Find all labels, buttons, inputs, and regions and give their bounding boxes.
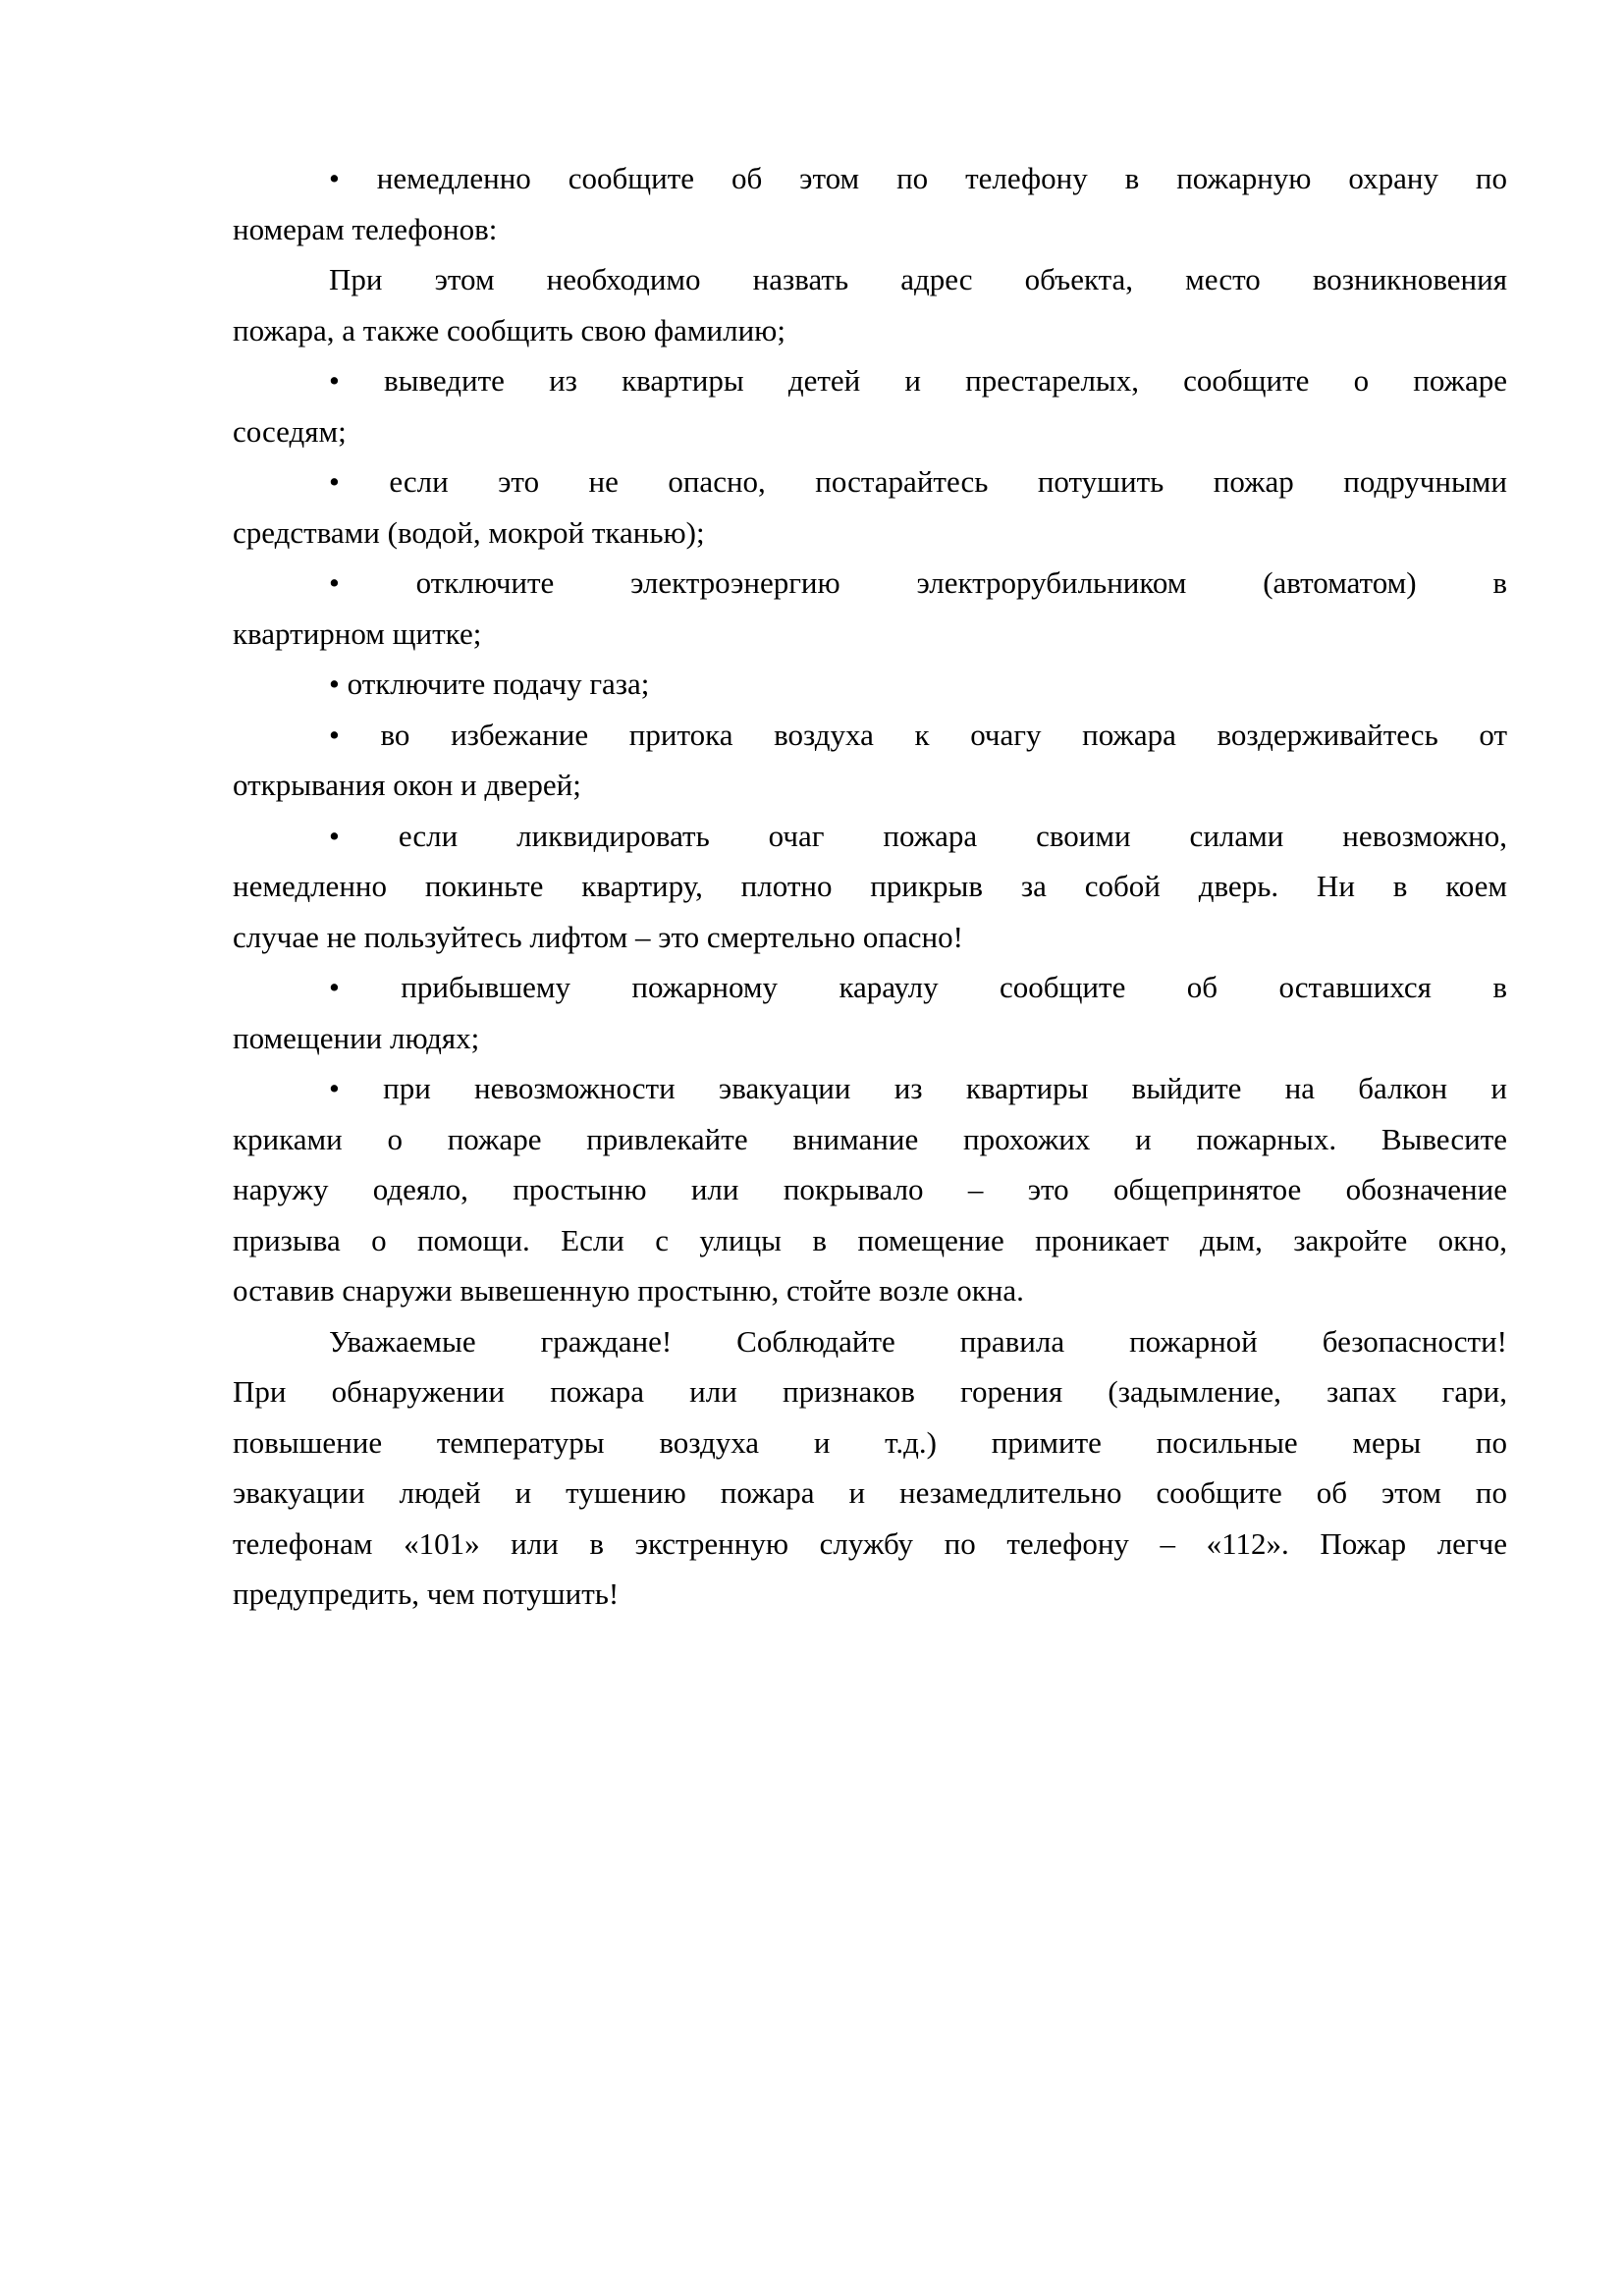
text-line: При обнаружении пожара или признаков горения (задымление, запах гари, [233, 1374, 1507, 1409]
paragraph [233, 558, 1507, 659]
text-line: помещении людях; [233, 1020, 480, 1055]
text-line: • во избежание притока воздуха к очагу пожара воздерживайтесь от [329, 717, 1507, 752]
text-line: случае не пользуйтесь лифтом – это смертельно опасно! [233, 919, 963, 954]
text-line: призыва о помощи. Если с улицы в помещение проникает дым, закройте окно, [233, 1222, 1507, 1257]
text-line: • прибывшему пожарному караулу сообщите об оставшихся в [329, 970, 1507, 1004]
paragraph [233, 710, 1507, 811]
text-line: • немедленно сообщите об этом по телефону в пожарную охрану по [329, 161, 1507, 195]
text-line: • при невозможности эвакуации из квартиры выйдите на балкон и [329, 1071, 1507, 1105]
text-line: номерам телефонов: [233, 211, 498, 246]
text-line: квартирном щитке; [233, 615, 482, 651]
paragraph [233, 456, 1507, 558]
text-line: наружу одеяло, простыню или покрывало – это общепринятое обозначение [233, 1172, 1507, 1206]
paragraph [233, 962, 1507, 1063]
text-line: немедленно покиньте квартиру, плотно прикрыв за собой дверь. Ни в коем [233, 869, 1507, 903]
text-line: эвакуации людей и тушению пожара и незамедлительно сообщите об этом по [233, 1475, 1507, 1510]
paragraph [233, 355, 1507, 456]
text-line: • если это не опасно, постарайтесь потушить пожар подручными [329, 464, 1507, 499]
text-line: • отключите подачу газа; [329, 667, 650, 701]
paragraph [233, 153, 1507, 254]
text-line: повышение температуры воздуха и т.д.) примите посильные меры по [233, 1424, 1507, 1460]
text-line: средствами (водой, мокрой тканью); [233, 514, 705, 550]
text-line: оставив снаружи вывешенную простыню, стойте возле окна. [233, 1273, 1024, 1308]
text-line: предупредить, чем потушить! [233, 1576, 620, 1611]
text-line: При этом необходимо назвать адрес объекта, место возникновения [329, 262, 1507, 296]
paragraph [233, 659, 1507, 710]
text-line: • если ликвидировать очаг пожара своими силами невозможно, [329, 818, 1507, 853]
text-line: Уважаемые граждане! Соблюдайте правила пожарной безопасности! [329, 1323, 1507, 1359]
paragraph [233, 1063, 1507, 1316]
paragraph [233, 254, 1507, 355]
text-line: криками о пожаре привлекайте внимание прохожих и пожарных. Вывесите [233, 1121, 1507, 1156]
paragraph [233, 1316, 1507, 1620]
text-line: пожара, а также сообщить свою фамилию; [233, 312, 785, 347]
text-line: соседям; [233, 413, 347, 449]
text-line: открывания окон и дверей; [233, 768, 581, 802]
text-line: • отключите электроэнергию электрорубильником (автоматом) в [329, 565, 1507, 600]
text-line: телефонам «101» или в экстренную службу по телефону – «112». Пожар легче [233, 1525, 1507, 1561]
text-line: • выведите из квартиры детей и престарелых, сообщите о пожаре [329, 363, 1507, 398]
paragraph [233, 811, 1507, 963]
document-body [233, 153, 1507, 1620]
